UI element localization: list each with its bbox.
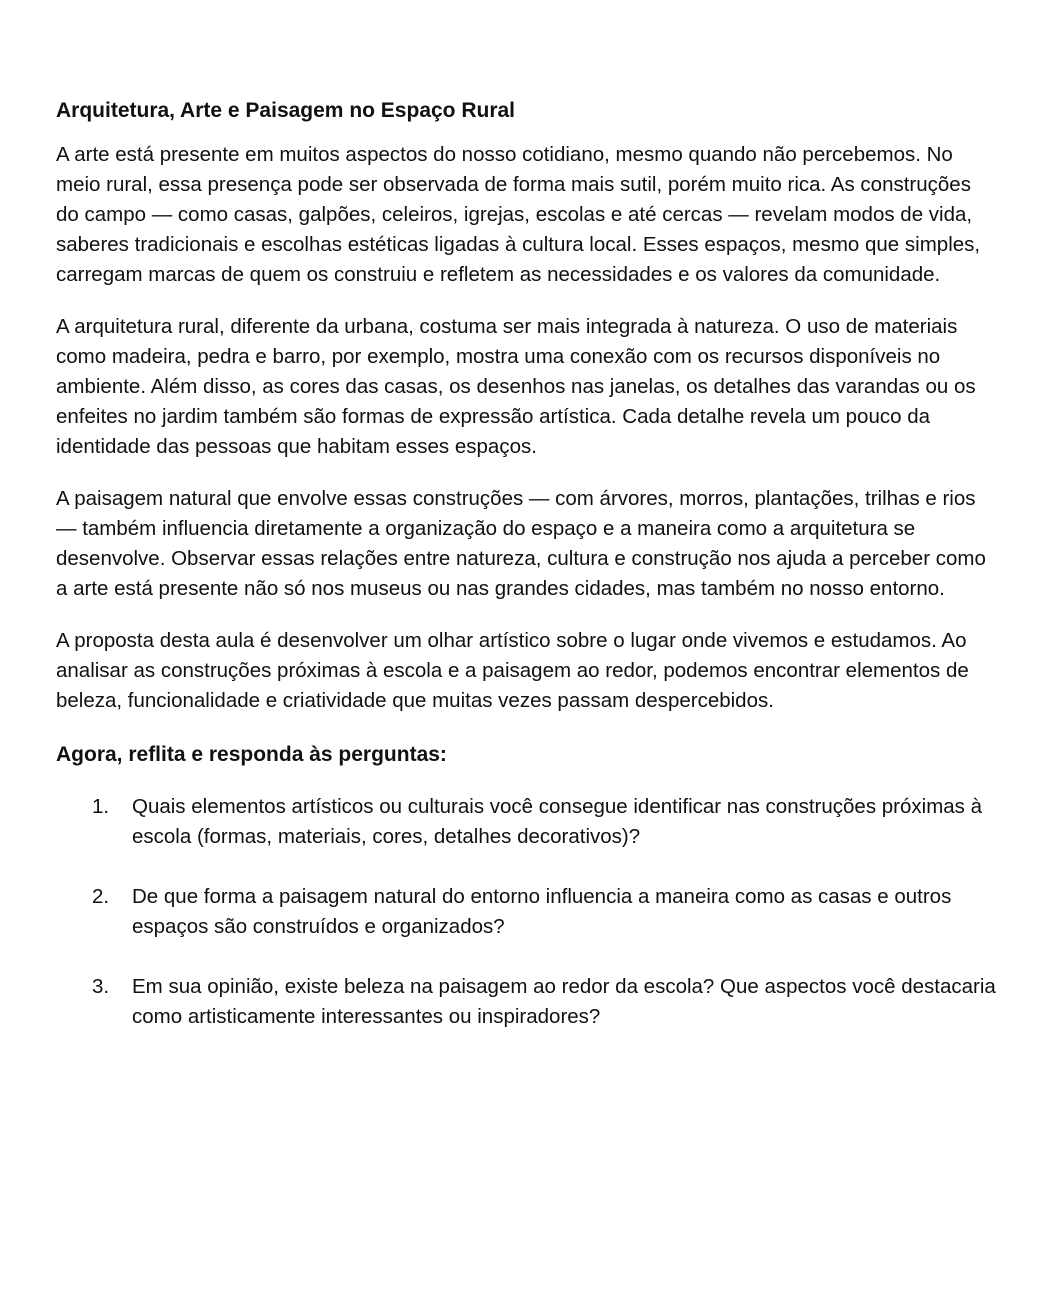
questions-list bbox=[56, 792, 996, 1032]
question-item bbox=[56, 792, 996, 852]
paragraph-rural-architecture: A arquitetura rural, diferente da urbana, costuma ser mais integrada à natureza. O uso de materiais como madeira, pedra e barro, por exemplo, mostra uma conexão com os recursos disponíveis no ambiente. Além disso, as cores das casas, os desenhos nas janelas, os detalhes das varandas ou os enfeites no jardim também são formas de expressão artística. Cada detalhe revela um pouco da identidade das pessoas que habitam esses espaços. bbox=[56, 315, 976, 458]
question-item bbox=[56, 972, 996, 1032]
question-text: Em sua opinião, existe beleza na paisagem ao redor da escola? Que aspectos você destacaria como artisticamente interessantes ou inspiradores? bbox=[132, 975, 996, 1028]
paragraph-intro: A arte está presente em muitos aspectos do nosso cotidiano, mesmo quando não percebemos. No meio rural, essa presença pode ser observada de forma mais sutil, porém muito rica. As construções do campo — como casas, galpões, celeiros, igrejas, escolas e até cercas — revelam modos de vida, saberes tradicionais e escolhas estéticas ligadas à cultura local. Esses espaços, mesmo que simples, carregam marcas de quem os construiu e refletem as necessidades e os valores da comunidade. bbox=[56, 143, 981, 286]
question-text: Quais elementos artísticos ou culturais você consegue identificar nas construções próximas à escola (formas, materiais, cores, detalhes decorativos)? bbox=[132, 795, 983, 848]
questions-heading: Agora, reflita e responda às perguntas: bbox=[56, 743, 447, 766]
question-text: De que forma a paisagem natural do entorno influencia a maneira como as casas e outros espaços são construídos e organizados? bbox=[132, 885, 952, 938]
question-number: 3. bbox=[92, 975, 110, 998]
document-page bbox=[56, 96, 996, 1062]
question-item bbox=[56, 882, 996, 942]
paragraph-natural-landscape: A paisagem natural que envolve essas construções — com árvores, morros, plantações, trilhas e rios — também influencia diretamente a organização do espaço e a maneira como a arquitetura se desenvolve. Observar essas relações entre natureza, cultura e construção nos ajuda a perceber como a arte está presente não só nos museus ou nas grandes cidades, mas também no nosso entorno. bbox=[56, 487, 986, 600]
question-number: 1. bbox=[92, 795, 110, 818]
question-number: 2. bbox=[92, 885, 110, 908]
paragraph-lesson-proposal: A proposta desta aula é desenvolver um olhar artístico sobre o lugar onde vivemos e estudamos. Ao analisar as construções próximas à escola e a paisagem ao redor, podemos encontrar elementos de beleza, funcionalidade e criatividade que muitas vezes passam despercebidos. bbox=[56, 629, 969, 712]
document-title: Arquitetura, Arte e Paisagem no Espaço Rural bbox=[56, 99, 516, 122]
